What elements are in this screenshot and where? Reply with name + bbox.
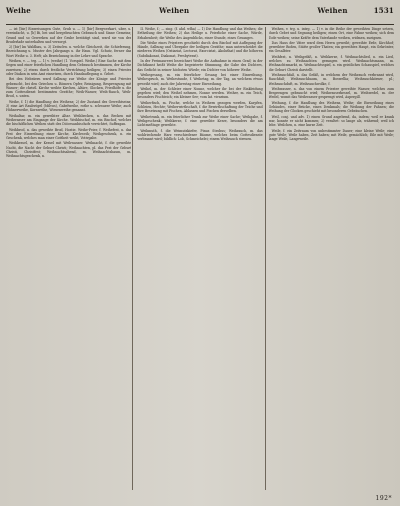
dictionary-entry: Weihel, m. der Schleier einer Nonne, welcher ihr bei der Einkleidung gegeben wird; den Weihel nehmen, Nonne werden. Weiher, m. ein Teich, besonders Fischteich; ein kleiner See; vom lat. vivarium.: [137, 86, 263, 100]
dictionary-entry: Weihbrod, n. das geweihte Brod, Hostie. Weihe-Feier, f. Weihefest, n. das Fest der Einweihung einer Kirche, Kirchweih; Weihgeschenk, n. ein Geschenk, welches man einer Gottheit weiht, Votivgabe.: [6, 127, 132, 141]
dictionary-entry: Weihmuth, f. die Weimutskiefer, Pinus Strobus; Weihrauch, m. das wohlriechende Harz verschiedener Bäume, welches beim Gottesdienste verbrannt wird; bildlich: Lob, Schmeichelei; einem Weihrauch streuen.: [137, 128, 263, 142]
dictionary-entry: Weihen, v. trg. u. intrg. — 1) v. in die Reihe der geweihten Dinge setzen, durch Gebet und Segnung heiligen; einen Ort, eine Fahne weihen; sich dem Tode weihen; seine Kräfte dem Vaterlande weihen, widmen, zueignen.: [268, 27, 394, 40]
dictionary-entry: II. Weihe, f.; — sing. (f. ahd. wîha) — 1) Die Handlung und das Weihen; die Ertheilung der Weihen; 2) das Heilige u. Feierliche einer Sache, Würde, Erhabenheit; die Weihe des Augenblicks, einer Stunde, eines Gesanges.: [137, 27, 263, 40]
header-rule: [6, 24, 394, 25]
running-head-center: Weihen: [159, 6, 190, 15]
dictionary-entry: Weihfest, n. Weihgefäß, n. Weihkerze, f. Weihnachtslied, n. ein Lied, welches zu Weihnachten gesungen wird. Weihnachtsmann, m. Weihnachtsmarkt, m. Weihnachtsspiel, n. ein geistliches Schauspiel, welches die Geburt Christi darstellt.: [268, 54, 394, 72]
dictionary-entry: — ist [bie] Einweisungen Gute, Grub u. — 1) [bir] Bergwerkart, uber, u. vereinfacht, u. [b] Bi, bei und hergebrachten Gebrauch und Sinne Gemeins; Grund und so Gewerken auf der Grube bestätigt sind, ward sie von der Bruderlade unterhalten und versorgt.: [6, 27, 132, 44]
dictionary-entry: In der Freimaurerei bezeichnet Weihe die Aufnahme in einen Grad; in der Dichtkunst heißt Weihe die begeisterte Stimmung, die Gabe des Dichters, das Gedicht in seiner höchsten Würde; ein Dichter von höherer Weihe.: [137, 59, 263, 72]
dictionary-entry: Weihwasser, n. das von einem Priester geweihte Wasser, welches zum Besprengen gebraucht wird; Weihwasserkessel, m. Weihwedel, m. der Wedel, womit das Weihwasser gesprengt wird, Aspergill.: [268, 86, 394, 100]
page-signature: 192*: [375, 495, 392, 502]
dictionary-entry: Weile, f. ein Zeitraum von unbestimmter Dauer; eine kleine Weile; eine gute Weile; Weile haben, Zeit haben; mit Weile, gemächlich; Eile mit Weile; lange Weile, Langeweile.: [268, 128, 394, 142]
dictionary-entry: Weihaltar, m. ein geweihter Altar. Weihbecken, n. das Becken mit Weihwasser am Eingange der Kirche. Weihbischof, m. ein Bischof, welcher die bischöflichen Weihen statt des Diöcesanbischofs verrichtet, Suffragan.: [6, 113, 132, 127]
column-3: [269, 27, 394, 490]
running-head-right: Weihen: [317, 6, 348, 15]
text-columns: [6, 27, 394, 490]
dictionary-entry: Weihetrunk, m. ein feierlicher Trunk zur Weihe einer Sache; Weihgabe, f. Weihgeschenk; Weihkerze, f. eine geweihte Kerze, besonders die am Lichtmeßtage geweihte.: [137, 114, 263, 128]
page-number: 1531: [373, 6, 394, 15]
column-2: [137, 27, 262, 490]
column-1: [6, 27, 131, 490]
header-right-group: [317, 6, 394, 15]
dictionary-entry: Weil, conj. und adv. 1) einen Grund angebend, da, indem; weil er krank war, konnte er nicht kommen; 2) veraltet: so lange als, während; weil ich lebe. Weilchen, n. eine kurze Zeit.: [268, 114, 394, 128]
dictionary-entry: Weihrauchfaß, n. das Gefäß, in welchem der Weihrauch verbrannt wird, Rauchfaß; Weihrauchbaum, m. Boswellia; Weihrauchkörner, pl.; Weihrauchduft, m. Weihrauchwolke, f.: [268, 72, 394, 86]
dictionary-entry: 2) [bir] Im Waldbau, u. 3) Zeitschw. u. welche Gleichzeit, die Schieferung, Bezeichnung u. Muster des Jahrgangs u. ihr Haus. Vgl. Schutz, ferner das Wort Weihe u. 3. Heft; als Bezeichnung in der Lehre und Sprache.: [6, 45, 132, 58]
dictionary-entry: Weihe, f. 1) die Handlung des Weihens; 2) der Zustand des Geweihtseins; 3) eine Art Raubvögel (Milvus), Gabelweihe, rothe u. schwarze Weihe; auch Hühnerweihe, Kornweihe, Wiesenweihe genannt.: [6, 99, 132, 113]
dictionary-entry: Weihung, f. die Handlung des Weihens, Weihe; die Einweihung eines Gebäudes, einer Brücke, eines Denkmals; die Weihung der Fahnen; die Weihung der Glocken geschieht mit besonderen Gebräuchen.: [268, 100, 394, 114]
dictionary-entry: Weihkessel, m. der Kessel mit Weihwasser. Weihnacht, f. die geweihte Nacht, die Nacht der Geburt Christi; Weihnachten, pl. das Fest der Geburt Christi, Christfest; Weihnachtsabend, m. Weihnachtsbaum, m. Weihnachtsgeschenk, n.: [6, 141, 132, 159]
dictionary-entry: Weihen, v. — trg. — 1) v. (weihe) (1. Vorspiel. Weihe.) Eine Sache mit dem Segen und einer feierlichen Handlung dem Gebrauch bestimmen, der Kirche zuweisen; 2) etwas durch festliche Verrichtung heiligen; 3) einen Priester oder Diakon in sein Amt einsetzen, durch Handauflegung u. Gebet.: [6, 59, 132, 76]
dictionary-entry: Das Haus der Väter ward dem Herrn geweiht; geweihte Erde, Kirchhof; geweihter Boden, Stätte großer Thaten; ein geweihtes Haupt, ein Gekrönter, ein Gesalbter.: [268, 40, 394, 54]
dictionary-entry: Weiherfisch, m. Fische, welche in Weihern gezogen werden, Karpfen, Schleien, Hechte; Weiherwirthschaft, f. die Bewirthschaftung der Teiche und ihre Besetzung mit Fischen, Ablassen und Fischen derselben.: [137, 100, 263, 114]
page-header: [6, 6, 394, 24]
dictionary-entry: Bei den Hebräern ward Salbung zur Weihe der Könige und Priester gebraucht, bei den Griechen u. Römern Opfer, Reinigung, Besprengung mit Wasser; die christl. Kirche weihte Kirchen, Altäre, Glocken, Friedhöfe u. die zum Gottesdienst bestimmten Geräthe; Weih-Wasser, Weih-Rauch, Weih-Brod, s. unten.: [6, 77, 132, 99]
dictionary-entry: Die Weihe eines Priesters geschieht durch den Bischof mit Auflegung der Hände, Salbung und Übergabe der heiligen Geräthe; man unterscheidet die niederen Weihen (Ostiariat, Lectorat, Exorcistat, Akoluthat) und die höheren (Subdiakonat, Diakonat, Presbyterat).: [137, 40, 263, 58]
running-head-left: Weihe: [6, 6, 31, 15]
dictionary-entry: Weihegesang, m. ein feierlicher Gesang bei einer Einweihung. Weihespruch, m. Weihestunde, f. Weihetag, m. der Tag, an welchem etwas geweiht wird; auch der Jahrestag einer Einweihung.: [137, 72, 263, 86]
